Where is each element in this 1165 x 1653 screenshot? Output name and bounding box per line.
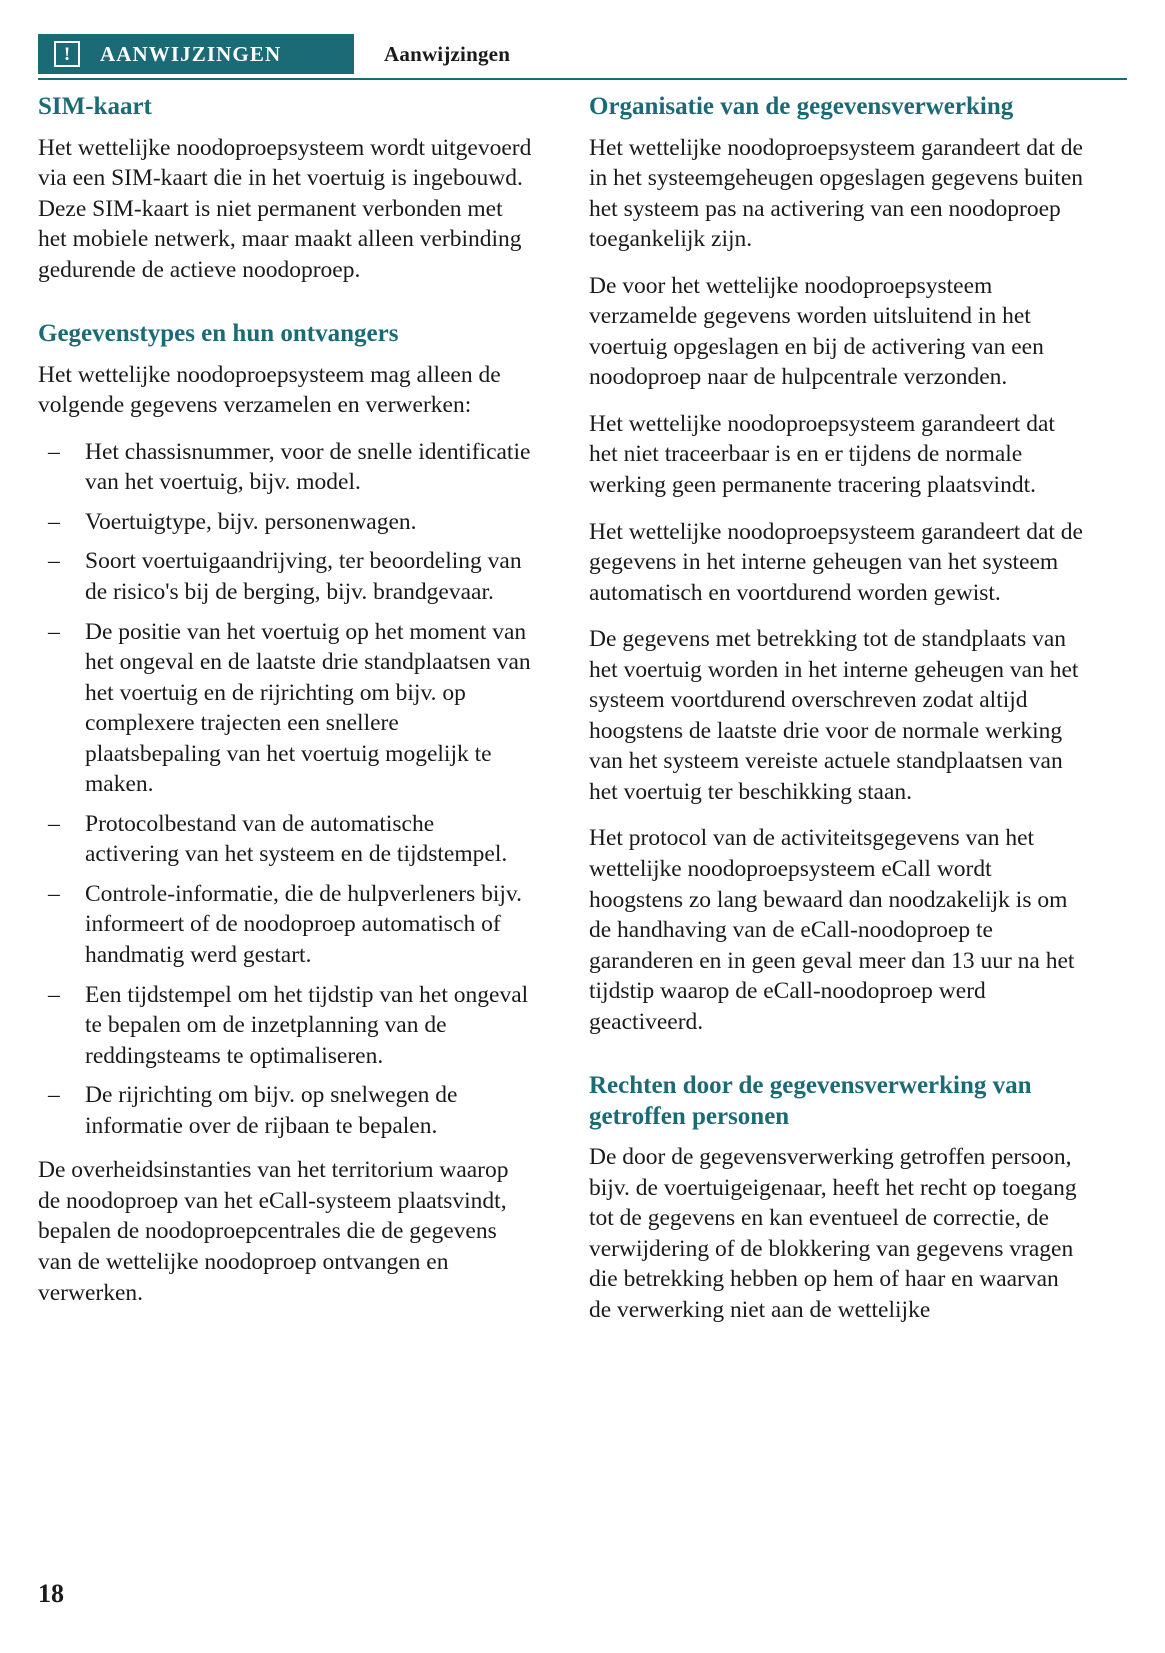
header-badge xyxy=(38,34,354,74)
list-item xyxy=(38,546,533,607)
dash-bullet-icon: – xyxy=(48,618,60,645)
heading-organisatie: Organisatie van de gegevensverwerking xyxy=(589,93,1014,120)
list-item-text: Voertuigtype, bijv. personenwagen. xyxy=(85,508,417,535)
paragraph: Het protocol van de activiteitsgegevens van het wettelijke noodoproepsysteem eCall wordt hoogstens zo lang bewaard dan noodzakelijk is om de handhaving van de eCall-noodoproep te garanderen en in geen geval meer dan 13 uur na het tijdstip waarop de eCall-noodoproep werd geactiveerd. xyxy=(589,825,1075,1035)
dash-bullet-icon: – xyxy=(48,981,60,1008)
dash-bullet-icon: – xyxy=(48,1082,60,1109)
page-number: 18 xyxy=(38,1579,64,1608)
page-title: Aanwijzingen xyxy=(384,41,511,66)
page-header xyxy=(38,0,1127,66)
paragraph: Het wettelijke noodoproepsysteem garandeert dat de in het systeemgeheugen opgeslagen gegevens buiten het systeem pas na activering van een noodoproep toegankelijk zijn. xyxy=(589,134,1084,253)
list-item xyxy=(38,617,533,800)
dash-bullet-icon: – xyxy=(48,548,60,575)
paragraph: Het wettelijke noodoproepsysteem garandeert dat de gegevens in het interne geheugen van het systeem automatisch en voortdurend worden gewist. xyxy=(589,518,1083,606)
left-column xyxy=(38,92,533,1326)
list-item xyxy=(38,879,533,971)
paragraph: Het wettelijke noodoproepsysteem mag alleen de volgende gegevens verzamelen en verwerken: xyxy=(38,361,501,419)
gegevenstypes-list xyxy=(38,437,533,1141)
list-item xyxy=(38,507,533,538)
exclamation-icon: ! xyxy=(54,41,80,67)
list-item-text: Controle-informatie, die de hulpverleners bijv. informeert of de noodoproep automatisch of handmatig werd gestart. xyxy=(85,880,523,969)
list-item-text: Een tijdstempel om het tijdstip van het ongeval te bepalen om de inzetplanning van de reddingsteams te optimaliseren. xyxy=(85,981,529,1069)
header-divider xyxy=(38,78,1127,80)
list-item-text: Soort voertuigaandrijving, ter beoordeling van de risico's bij de berging, bijv. brandgevaar. xyxy=(85,548,522,606)
list-item xyxy=(38,437,533,498)
list-item-text: Het chassisnummer, voor de snelle identificatie van het voertuig, bijv. model. xyxy=(85,438,531,496)
paragraph: De overheidsinstanties van het territorium waarop de noodoproep van het eCall-systeem plaatsvindt, bepalen de noodoproepcentrales die de gegevens van de wettelijke noodoproep ontvangen en verwerken. xyxy=(38,1157,509,1306)
paragraph: De voor het wettelijke noodoproepsysteem verzamelde gegevens worden uitsluitend in het voertuig opgeslagen en bij de activering van een noodoproep naar de hulpcentrale verzonden. xyxy=(589,272,1044,391)
heading-sim-kaart: SIM-kaart xyxy=(38,93,152,120)
dash-bullet-icon: – xyxy=(48,810,60,837)
paragraph: De door de gegevensverwerking getroffen persoon, bijv. de voertuigeigenaar, heeft het recht op toegang tot de gegevens en kan eventueel de correctie, de verwijdering of de blokkering van gegevens vragen die betrekking hebben op hem of haar en waarvan de verwerking niet aan de wettelijke xyxy=(589,1144,1077,1323)
content-columns xyxy=(38,92,1127,1326)
right-column xyxy=(589,92,1084,1326)
header-badge-label: AANWIJZINGEN xyxy=(100,41,282,66)
heading-gegevenstypes: Gegevenstypes en hun ontvangers xyxy=(38,320,399,348)
dash-bullet-icon: – xyxy=(48,438,60,465)
paragraph: De gegevens met betrekking tot de standplaats van het voertuig worden in het interne geheugen van het systeem voortdurend overschreven zodat altijd hoogstens de laatste drie voor de normale werking van het systeem vereiste actuele standplaatsen van het voertuig ter beschikking staan. xyxy=(589,626,1079,805)
dash-bullet-icon: – xyxy=(48,508,60,535)
list-item xyxy=(38,980,533,1072)
list-item xyxy=(38,1080,533,1141)
dash-bullet-icon: – xyxy=(48,880,60,907)
paragraph: Het wettelijke noodoproepsysteem wordt uitgevoerd via een SIM-kaart die in het voertuig is ingebouwd. Deze SIM-kaart is niet permanent verbonden met het mobiele netwerk, maar maakt alleen verbinding gedurende de actieve noodoproep. xyxy=(38,134,532,283)
paragraph: Het wettelijke noodoproepsysteem garandeert dat het niet traceerbaar is en er tijdens de normale werking geen permanente tracering plaatsvindt. xyxy=(589,410,1055,498)
list-item-text: De positie van het voertuig op het moment van het ongeval en de laatste drie standplaatsen van het voertuig en de rijrichting om bijv. op complexere trajecten een snellere plaatsbepaling van het voertuig mogelijk te maken. xyxy=(85,618,531,798)
list-item xyxy=(38,809,533,870)
list-item-text: Protocolbestand van de automatische activering van het systeem en de tijdstempel. xyxy=(85,810,508,868)
list-item-text: De rijrichting om bijv. op snelwegen de informatie over de rijbaan te bepalen. xyxy=(85,1082,458,1139)
heading-rechten: Rechten door de gegevensverwerking van getroffen personen xyxy=(589,1072,1032,1130)
header-inner xyxy=(38,34,1127,74)
